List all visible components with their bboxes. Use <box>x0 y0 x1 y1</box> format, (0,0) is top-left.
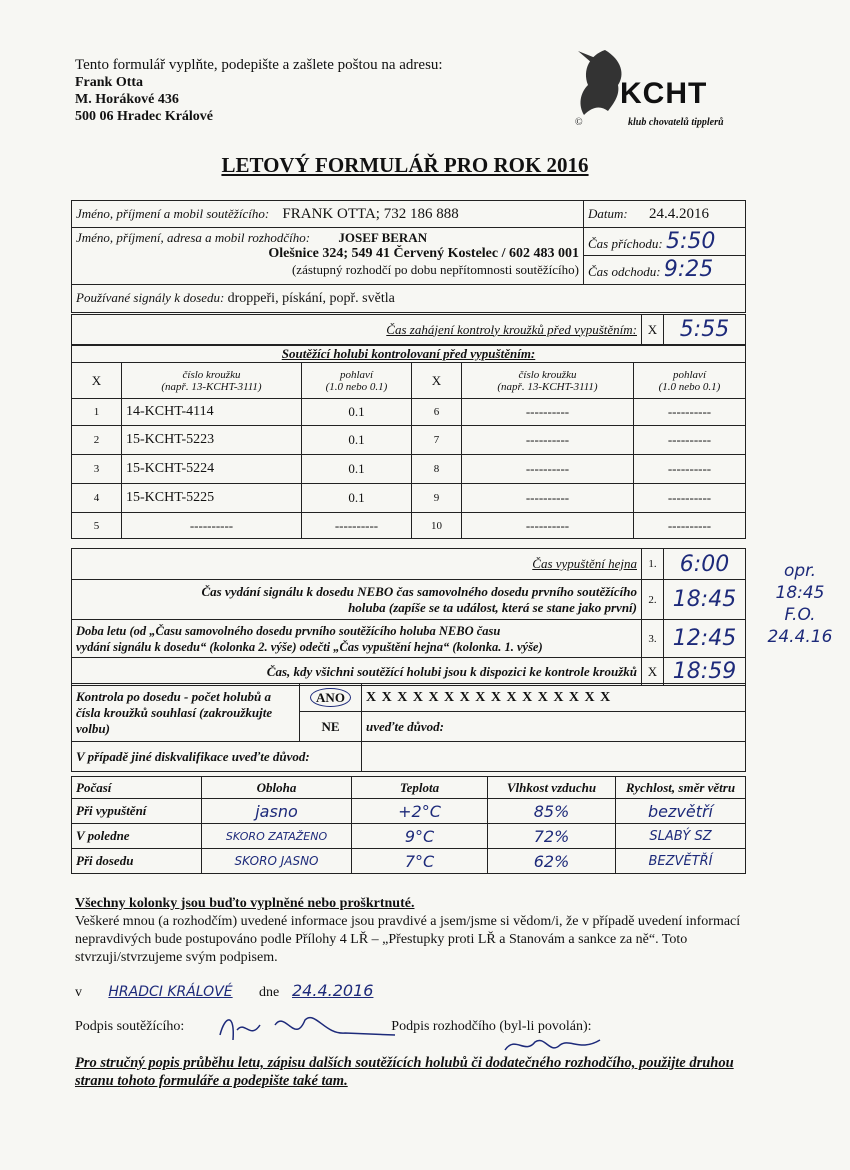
signal-label: Čas vydání signálu k dosedu NEBO čas samovolného dosedu prvního soutěžícího holuba (zapíše se ta událost, která se stane jako první) <box>72 580 642 620</box>
date-label: Datum: <box>588 205 628 221</box>
weather-header-1: Obloha <box>202 777 352 799</box>
duration-n: 3. <box>642 620 664 658</box>
control-value: 5:55 <box>664 315 746 345</box>
duration-label: Doba letu (od „Času samovolného dosedu prvního soutěžícího holuba NEBO času vydání signálu k dosedu“ (kolonka 2. výše) odečti „Čas vypuštění hejna“ (kolonka. 1. výše) <box>72 620 642 658</box>
release-n: 1. <box>642 549 664 580</box>
disq-value <box>362 742 746 772</box>
signal-value: 18:45 <box>664 580 746 620</box>
available-row <box>72 658 746 686</box>
footer <box>75 895 755 967</box>
available-x: X <box>642 658 664 686</box>
available-label: Čas, kdy všichni soutěžící holubi jsou k dispozici ke kontrole kroužků <box>72 658 642 686</box>
ano-option[interactable]: ANO <box>300 684 362 712</box>
weather-header-4: Rychlost, směr větru <box>616 777 746 799</box>
col-ring-2: číslo kroužku (např. 13-KCHT-3111) <box>462 363 634 399</box>
weather-table <box>71 776 746 874</box>
col-ring-1: číslo kroužku (např. 13-KCHT-3111) <box>122 363 302 399</box>
weather-header-3: Vlhkost vzduchu <box>488 777 616 799</box>
available-value: 18:59 <box>664 658 746 686</box>
release-value: 6:00 <box>664 549 746 580</box>
logo-text: KCHT <box>620 77 708 110</box>
check-label: Kontrola po dosedu - počet holubů a čísla kroužků souhlasí (zakroužkujte volbu) <box>72 684 300 742</box>
table-row: 2 15-KCHT-5223 0.1 7 ---------- ---------- <box>72 426 746 455</box>
signals-label: Používané signály k dosedu: <box>76 290 225 305</box>
page-title: LETOVÝ FORMULÁŘ PRO ROK 2016 <box>221 153 589 177</box>
place-value: HRADCI KRÁLOVÉ <box>108 984 233 1000</box>
signal-n: 2. <box>642 580 664 620</box>
control-start-table <box>71 314 746 345</box>
departure-value: 9:25 <box>663 257 714 282</box>
col-sex-1: pohlaví (1.0 nebo 0.1) <box>302 363 412 399</box>
judge-note: (zástupný rozhodčí po dobu nepřítomnosti soutěžícího) <box>291 262 579 277</box>
signal-row <box>72 580 746 620</box>
control-x: X <box>642 315 664 345</box>
logo-subtitle: klub chovatelů tipplerů <box>628 117 724 128</box>
kcht-logo <box>570 45 750 135</box>
weather-header-0: Počasí <box>72 777 202 799</box>
departure-label: Čas odchodu: <box>588 264 661 279</box>
weather-header-2: Teplota <box>352 777 488 799</box>
signals-value: droppeři, pískání, popř. světla <box>227 291 395 306</box>
date-value: 24.4.2016 <box>648 205 709 222</box>
footer-note: Pro stručný popis průběhu letu, zápisu dalších soutěžících holubů či dodatečného rozhodčího, použijte druhou stranu tohoto formuláře a podepište také tam. <box>75 1055 734 1089</box>
times-table <box>71 548 746 686</box>
col-x-2: X <box>412 363 462 399</box>
table-row: V poledne SKORO ZATAŽENO 9°C 72% SLABÝ SZ <box>72 824 746 849</box>
address-street: M. Horákové 436 <box>75 92 179 107</box>
table-row: 1 14-KCHT-4114 0.1 6 ---------- ---------- <box>72 399 746 426</box>
instruction-text: Tento formulář vyplňte, podepište a zašlete poštou na adresu: <box>75 57 443 73</box>
arrival-label: Čas příchodu: <box>588 236 663 251</box>
date-cell <box>584 201 746 228</box>
table-row: 4 15-KCHT-5225 0.1 9 ---------- ---------- <box>72 484 746 513</box>
table-row: Při vypuštění jasno +2°C 85% bezvětří <box>72 799 746 824</box>
judge-name: JOSEF BERAN <box>338 230 428 245</box>
competitor-judge-table <box>71 200 746 313</box>
disq-label: V případě jiné diskvalifikace uveďte důvod: <box>72 742 362 772</box>
all-filled-text: Všechny kolonky jsou buďto vyplněné nebo proškrtnuté. <box>75 896 415 911</box>
control-label: Čas zahájení kontroly kroužků před vypuštěním: <box>72 315 642 345</box>
competitor-cell <box>72 201 584 228</box>
reason-label: uveďte důvod: <box>362 712 746 742</box>
release-row <box>72 549 746 580</box>
signature-line <box>75 1018 755 1036</box>
signals-cell <box>72 285 746 313</box>
release-label: Čas vypuštění hejna <box>72 549 642 580</box>
duration-value: 12:45 <box>664 620 746 658</box>
copyright-mark: © <box>575 117 583 128</box>
sig-competitor-label: Podpis soutěžícího: <box>75 1019 185 1034</box>
table-row: 3 15-KCHT-5224 0.1 8 ---------- ---------- <box>72 455 746 484</box>
competitor-value: FRANK OTTA; 732 186 888 <box>282 205 459 222</box>
address-block <box>75 57 535 125</box>
birds-table <box>71 345 746 539</box>
arrival-departure-cell <box>584 228 746 285</box>
ano-xs: X X X X X X X X X X X X X X X X <box>362 684 746 712</box>
date-value-footer: 24.4.2016 <box>292 981 374 1000</box>
table-row: 5 ---------- ---------- 10 ---------- ---------- <box>72 513 746 539</box>
table-row: Při dosedu SKORO JASNO 7°C 62% BEZVĚTŘÍ <box>72 849 746 874</box>
address-city: 500 06 Hradec Králové <box>75 109 214 124</box>
address-name: Frank Otta <box>75 75 144 90</box>
col-x-1: X <box>72 363 122 399</box>
competitor-label: Jméno, příjmení a mobil soutěžícího: <box>76 205 270 221</box>
judge-address: Olešnice 324; 549 41 Červený Kostelec / 602 483 001 <box>268 246 579 261</box>
judge-label: Jméno, příjmení, adresa a mobil rozhodčího: <box>76 230 311 245</box>
judge-cell <box>72 228 584 285</box>
ne-option[interactable]: NE <box>300 712 362 742</box>
duration-row <box>72 620 746 658</box>
birds-section-title: Soutěžící holubi kontrolovaní před vypuštěním: <box>72 346 746 363</box>
competitor-signature <box>215 1005 415 1050</box>
margin-note: opr. 18:45 F.O. 24.4.16 <box>767 561 833 647</box>
arrival-value: 5:50 <box>666 229 716 254</box>
col-sex-2: pohlaví (1.0 nebo 0.1) <box>634 363 746 399</box>
check-table <box>71 683 746 772</box>
place-date-line: v HRADCI KRÁLOVÉ dne 24.4.2016 <box>75 982 755 1002</box>
declaration-text: Veškeré mnou (a rozhodčím) uvedené informace jsou pravdivé a jsem/jsme si vědom/i, že v případě uvedení informací nepravdivých bude postupováno podle Přílohy 4 LŘ – „Přestupky proti LŘ a Stanovám a sankce za ně“. Toto stvrzuji/stvrzujeme svým podpisem. <box>75 914 741 965</box>
sig-judge-label: Podpis rozhodčího (byl-li povolán): <box>391 1019 592 1034</box>
